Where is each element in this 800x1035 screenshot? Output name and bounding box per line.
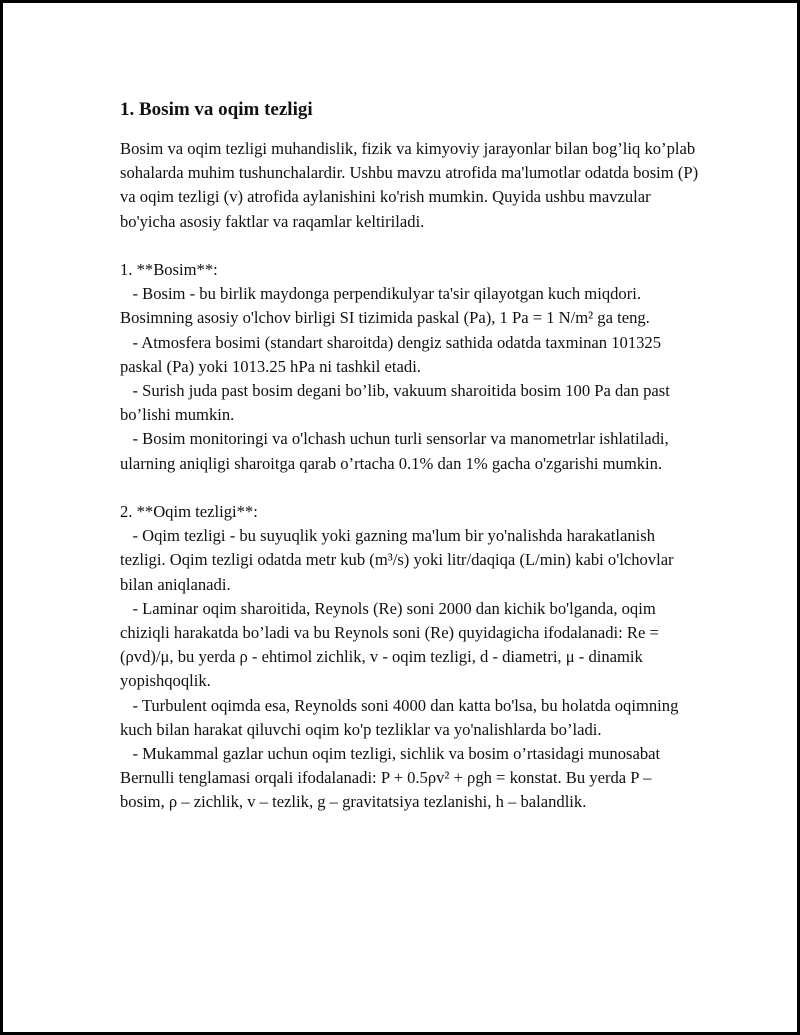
list-item: - Bosim monitoringi va o'lchash uchun turli sensorlar va manometrlar ishlatiladi, ularning aniqligi sharoitga qarab o’rtacha 0.1% dan 1% gacha o'zgarishi mumkin.: [120, 429, 673, 473]
list-item: - Laminar oqim sharoitida, Reynols (Re) soni 2000 dan kichik bo'lganda, oqim chiziqli harakatda bo’ladi va bu Reynols soni (Re) quyidagicha ifodalanadi: Re = (ρvd)/μ, bu yerda ρ - ehtimol zichlik, v - oqim tezligi, d - diametri, μ - dinamik yopishqoqlik.: [120, 598, 663, 691]
list-item: - Turbulent oqimda esa, Reynolds soni 4000 dan katta bo'lsa, bu holatda oqimning kuch bilan harakat qiluvchi oqim ko'p tezliklar va yo'nalishlarda bo’ladi.: [120, 695, 683, 739]
section-heading-oqim-tezligi: 2. **Oqim tezligi**:: [120, 502, 258, 522]
section-heading-bosim: 1. **Bosim**:: [120, 260, 218, 279]
document-title: 1. Bosim va oqim tezligi: [120, 99, 313, 120]
list-item: - Bosim - bu birlik maydonga perpendikulyar ta'sir qilayotgan kuch miqdori. Bosimning asosiy o'lchov birligi SI tizimida paskal (Pa), 1 Pa = 1 N/m² ga teng.: [120, 284, 650, 328]
list-item: - Oqim tezligi - bu suyuqlik yoki gazning ma'lum bir yo'nalishda harakatlanish tezligi. Oqim tezligi odatda metr kub (m³/s) yoki litr/daqiqa (L/min) kabi o'lchovlar bilan aniqlanadi.: [120, 526, 678, 594]
document-body: [120, 137, 703, 815]
spacer: [120, 476, 700, 500]
list-item: - Mukammal gazlar uchun oqim tezligi, sichlik va bosim o’rtasidagi munosabat Bernulli tenglamasi orqali ifodalanadi: P + 0.5ρv² + ρgh = konstat. Bu yerda P – bosim, ρ – zichlik, v – tezlik, g – gravitatsiya tezlanishi, h – balandlik.: [120, 744, 665, 812]
spacer: [120, 234, 700, 258]
list-item: - Surish juda past bosim degani bo’lib, vakuum sharoitida bosim 100 Pa dan past bo’lishi mumkin.: [120, 381, 675, 425]
list-item: - Atmosfera bosimi (standart sharoitda) dengiz sathida odatda taxminan 101325 paskal (Pa) yoki 1013.25 hPa ni tashkil etadi.: [120, 332, 666, 376]
intro-paragraph: Bosim va oqim tezligi muhandislik, fizik va kimyoviy jarayonlar bilan bog’liq ko’plab sohalarda muhim tushunchalardir. Ushbu mavzu atrofida ma'lumotlar odatda bosim (P) va oqim tezligi (v) atrofida aylanishini ko'rish mumkin. Quyida ushbu mavzular bo'yicha asosiy faktlar va raqamlar keltiriladi.: [120, 139, 703, 231]
